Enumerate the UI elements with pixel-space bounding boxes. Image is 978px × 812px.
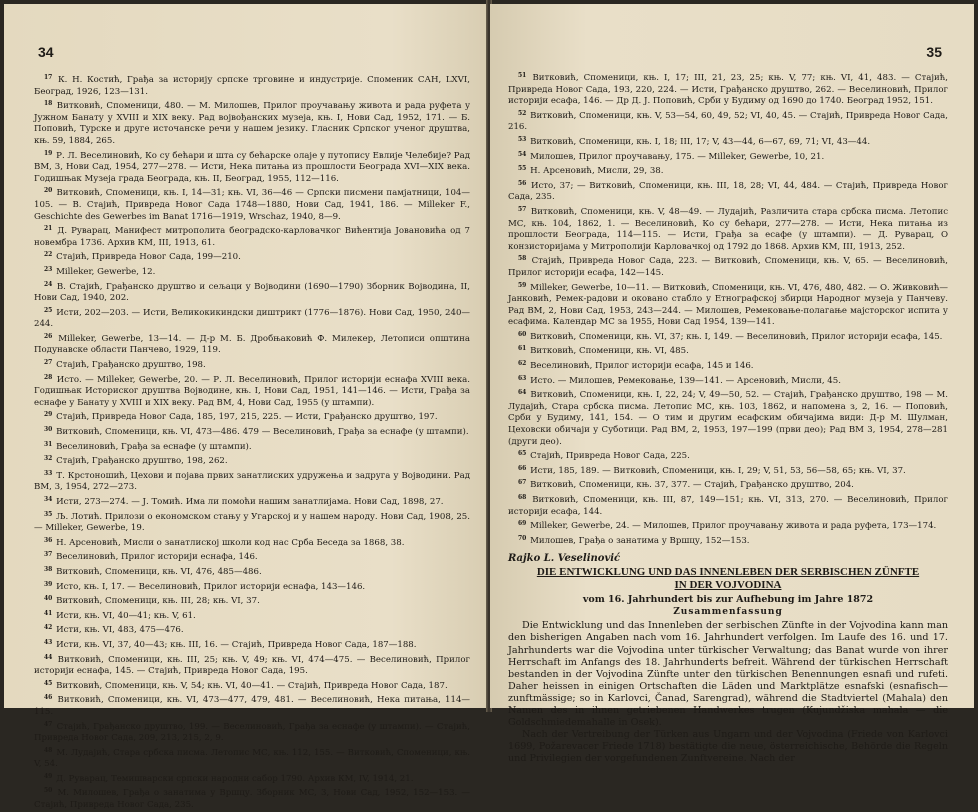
footnote-text: Р. Л. Веселиновић, Ко су бећари и шта су бећарске олаје у путопису Евлије Челебије? Рад ВМ, 3, Нови Сад, 1954, 277—278. — Исти, Нека питања из прошлости Београда XVI—XIX века. Годишњак Музеја града Београда, књ. II, Београд, 1955, 112—116. (34, 150, 470, 184)
footnote (508, 373, 948, 388)
footnote (508, 108, 948, 134)
footnote-text: Витковић, Споменици, књ. VI, 473—477, 479, 481. — Веселиновић, Нека питања, 114—115. (34, 695, 471, 717)
footnote-number: 18 (44, 100, 53, 108)
footnote (34, 593, 470, 608)
footnote-text: Витковић, Споменици, књ. III, 28; књ. VI, 37. (56, 596, 260, 607)
footnote-number: 58 (518, 255, 527, 263)
footnote (34, 692, 470, 718)
footnote-text: М. Лудајић, Стара србска писма. Летопис МС, књ. 112, 155. — Витковић, Споменици, књ. V, 54. (34, 747, 471, 770)
footnote-text: Н. Арсеновић, Мисли о занатлиској школи код нас Срба Беседа за 1868, 38. (56, 537, 405, 548)
summary-body (508, 620, 948, 765)
footnote-number: 35 (44, 510, 53, 518)
footnote (508, 477, 948, 492)
footnote-text: Витковић, Споменици, књ. I, 17; III, 21, 23, 25; књ. V, 77; књ. VI, 41, 483. — Стајић, Привреда Новог Сада, 193, 220, 224. — Исти, Грађанско друштво, 262. — Веселиновић, Прилог историји есафа, 146. — Др Д. Ј. Поповић, Срби у Будиму од 1690 до 1740. Београд 1952, 151. (508, 73, 949, 107)
footnote-number: 30 (44, 426, 53, 434)
footnote-text: Milleker, Gewerbe, 24. — Милошев, Прилог проучавању живота и рада руфета, 173—174. (530, 521, 937, 532)
footnotes-list (508, 70, 948, 547)
footnote-text: Исти, књ. VI, 40—41; књ. V, 61. (56, 610, 196, 621)
footnote-number: 69 (518, 520, 527, 528)
footnote (34, 608, 470, 623)
footnote (508, 463, 948, 478)
footnote-text: Витковић, Споменици, књ. VI, 37; књ. I, 149. — Веселиновић, Прилог историји есафа, 145. (530, 331, 943, 342)
article-subtitle: vom 16. Jahrhundert bis zur Aufhebung im Jahre 1872 (582, 594, 874, 606)
footnote (508, 492, 948, 518)
footnote-number: 44 (44, 653, 53, 661)
footnote-number: 59 (518, 281, 527, 289)
footnote-number: 64 (518, 389, 527, 397)
footnote-text: Исто. — Milleker, Gewerbe, 20. — Р. Л. Веселиновић, Прилог историји еснафа XVIII века. Годишњак Историског друштва Војводине, књ. I, Нови Сад, 1951, 141—146. — Исти, Грађа за еснафе у Банату у XVIII и XIX веку. Рад ВМ, 4, Нови Сад, 1955 (у штампи). (34, 374, 470, 408)
footnote-text: Витковић, Споменици, књ. 37, 377. — Стајић, Грађанско друштво, 204. (530, 480, 854, 491)
summary-paragraph: Die Entwicklung und das Innenleben der serbischen Zünfte in der Vojvodina kann man den bisherigen Angaben nach vom 16. Jahrhundert verfolgen. Im Laufe des 16. und 17. Jahrhunderts war die Vojvodina unter türkischer Verwaltung; das Banat wurde von ihrer Herrschaft im Anfangs des 18. Jahrhunderts befreit. Während der türkischen Herrschaft bestanden in der Vojvodina Zünfte unter den türkischen Benennungen esnafi und rufeti. Daher heissen in einigen Ortschaften die Läden und Marktplätze esnafski (esnafisch—zunftmässige; so in Karlovci, Čanad, Sarengrad), während die Stadtviertel (Mahala) den Namen des in ihnen getriebenen Handwerkes trugen (Kujundžiska mahala — die Goldschmiedemahalle in Osek). (508, 620, 948, 729)
footnote (34, 785, 470, 811)
footnote-number: 33 (44, 469, 53, 477)
footnote-number: 66 (518, 464, 527, 472)
footnote-text: Љ. Лотић. Прилози о економском стању у Угарској и у нашем народу. Нови Сад, 1908, 25. — Milleker, Gewerbe, 19. (34, 511, 471, 534)
footnote (508, 149, 948, 164)
footnote-number: 28 (44, 373, 53, 381)
footnote-text: Т. Крстоношић, Цехови и појава првих занатлиских удружења и задруга у Војводини. Рад ВМ, 3, 1954, 272—273. (34, 470, 470, 493)
footnote-text: В. Стајић, Грађанско друштво и сељаци у Војводини (1690—1790) Зборник Војводина, II, Нови Сад, 1940, 202. (34, 281, 470, 304)
footnote (34, 468, 470, 494)
footnote (34, 549, 470, 564)
footnote-text: Исто, 37; — Витковић, Споменици, књ. III, 18, 28; VI, 44, 484. — Стајић, Привреда Новог Сада, 235. (508, 180, 948, 203)
footnote-number: 50 (44, 787, 53, 795)
footnote (34, 279, 470, 305)
footnote-number: 25 (44, 306, 53, 314)
footnote-text: Milleker, Gewerbe, 13—14. — Д-р М. Б. Дробњаковић Ф. Милекер, Летописи општина Подунавске области Панчево, 1929, 119. (34, 333, 471, 356)
footnote (34, 264, 470, 279)
footnote-number: 17 (44, 74, 53, 81)
footnote-number: 26 (44, 332, 53, 340)
footnote (508, 253, 948, 279)
footnote (34, 564, 470, 579)
footnote-text: Н. Арсеновић, Мисли, 29, 38. (530, 166, 664, 177)
left-page (4, 4, 488, 811)
footnote-number: 34 (44, 496, 53, 503)
footnote-text: Д. Руварац, Темишварски српски народни сабор 1790. Архив КМ, IV, 1914, 21. (56, 773, 414, 784)
footnote-number: 32 (44, 455, 53, 463)
footnote (508, 204, 948, 253)
footnote-number: 47 (44, 720, 53, 728)
footnote-number: 36 (44, 536, 53, 544)
footnote (34, 719, 470, 745)
footnote-text: Стајић, Грађанско друштво, 199. — Веселиновић, Грађа за еснафе (у штампи). — Стајић, Привреда Новог Сада, 209, 213, 215, 2, 9. (34, 721, 471, 744)
footnote (508, 533, 948, 548)
footnote-number: 39 (44, 580, 53, 588)
footnote-text: Витковић, Споменици, књ. VI, 485. (530, 346, 689, 357)
footnote-number: 62 (518, 360, 527, 368)
footnote-text: Витковић, Споменици, књ. I, 22, 24; V, 49—50, 52. — Стајић, Грађанско друштво, 198 — М. Лудајић, Стара србска писма. Летопис МС, књ. 103, 1862, и напомена з, 2, 16. — Поповић, Срби у Будиму, 141, 154. — О тим и другим есафским обичајима види: Д-р М. Шулман, Цеховски обичаји у Суботици. Рад ВМ, 2, 1953, 197—199 (први део); Рад ВМ 3, 1954, 278—281 (други део). (508, 390, 948, 447)
footnote-text: Милошев, Грађа о занатима у Вршцу, 152—153. (530, 535, 750, 546)
footnote (34, 305, 470, 331)
article-title (508, 566, 948, 592)
footnote-number: 46 (44, 694, 53, 702)
footnote-number: 51 (518, 72, 527, 79)
footnote (34, 637, 470, 652)
footnote-number: 68 (518, 494, 527, 501)
footnote-number: 61 (518, 345, 527, 353)
footnote (34, 223, 470, 249)
footnote-number: 22 (44, 251, 53, 259)
footnote-text: Стајић, Привреда Новог Сада, 185, 197, 215, 225. — Исти, Грађанско друштво, 197. (56, 412, 438, 423)
footnote-text: Milleker, Gewerbe, 12. (56, 266, 156, 277)
footnote-text: М. Милошев, Грађа о занатима у Вршцу. Зборник МС, 3, Нови Сад, 1952, 152—153. — Стајић, Привреда Новог Сада, 235. (34, 788, 470, 811)
footnote-text: Стајић, Привреда Новог Сада, 223. — Витковић, Споменици, књ. V, 65. — Веселиновић, Прилог историји есафа, 142—145. (508, 256, 948, 278)
footnote (34, 357, 470, 372)
summary-heading: Zusammenfassung (673, 607, 783, 618)
footnote-text: Милошев, Прилог проучавању, 175. — Milleker, Gewerbe, 10, 21. (530, 151, 825, 162)
footnote (508, 70, 948, 108)
footnote-text: Витковић, Споменици, књ. III, 25; књ. V, 49; књ. VI, 474—475. — Веселиновић, Прилог историји еснафа, 145. — Стајић, Привреда Новог Сада, 195. (34, 654, 470, 677)
footnote-number: 48 (44, 746, 53, 754)
footnote-number: 65 (518, 450, 527, 458)
footnote (34, 372, 470, 410)
footnote (34, 745, 470, 771)
footnote-number: 43 (44, 638, 53, 646)
footnote-number: 70 (518, 534, 527, 542)
footnote-number: 37 (44, 551, 53, 559)
footnote (508, 448, 948, 463)
footnote-number: 57 (518, 205, 527, 213)
footnote-text: Исти, 273—274. — Ј. Томић. Има ли помоћи нашим занатлијама. Нови Сад, 1898, 27. (56, 497, 444, 507)
footnote (34, 148, 470, 186)
footnote-text: Веселиновић, Прилог историји есафа, 145 и 146. (530, 361, 754, 372)
footnote-number: 49 (44, 772, 53, 780)
footnote-number: 27 (44, 359, 53, 367)
footnote-number: 52 (518, 109, 527, 117)
footnote-text: Исто. — Милошев, Ремековање, 139—141. — Арсеновић, Мисли, 45. (530, 375, 841, 386)
footnote-number: 41 (44, 609, 53, 617)
footnote-number: 60 (518, 330, 527, 338)
footnote-text: Стајић, Грађанско друштво, 198, 262. (56, 456, 228, 467)
footnote-text: Д. Руварац, Манифест митрополита београдско-карловачког Вићентија Јовановића од 7 новембра 1736. Архив КМ, III, 1913, 61. (34, 226, 470, 248)
footnote (34, 771, 470, 786)
footnote (34, 409, 470, 424)
footnote-text: Витковић, Споменици, књ. V, 54; књ. VI, 40—41. — Стајић, Привреда Новог Сада, 187. (56, 680, 448, 691)
footnote (508, 358, 948, 373)
footnotes-list (34, 72, 470, 812)
footnote-text: Витковић, Споменици, књ. V, 48—49. — Лудајић, Различита стара србска писма. Летопис МС, књ. 104, 1862, 1. — Веселиновић, Ко су бећари, 277—278. — Исти, Нека питања из прошлости Београда, 114—115. — Исти, Грађа за есафе (у штампи). — Д. Руварац, О конзисторијама у Митрополији Карловачкој од 1792 до 1868. Архив КМ, III, 1913, 252. (508, 206, 949, 252)
footnote-number: 19 (44, 149, 53, 157)
footnote (508, 178, 948, 204)
footnote-text: Витковић, Споменици, књ. V, 53—54, 60, 49, 52; VI, 40, 45. — Стајић, Привреда Новог Сада, 216. (508, 110, 949, 133)
footnote (34, 579, 470, 594)
footnote-number: 54 (518, 150, 527, 158)
summary-paragraph: Nach der Vertreibung der Türken aus Ungarn und der Vojvodina (Friede von Karlovci 1699, Požarevacer Friede 1718) bestätigte die neue, österreichische, Behörde die Regeln und Privilegien der vorgefundenen Zunftvereine. Nach der (508, 729, 948, 765)
footnote-text: Веселиновић, Прилог историји еснафа, 146. (56, 552, 258, 563)
article-author: Rajko L. Veselinović (508, 553, 621, 565)
footnote-text: К. Н. Костић, Грађа за историју српске трговине и индустрије. Споменик САН, LXVI, Београд, 1926, 123—131. (34, 75, 470, 97)
footnote (34, 331, 470, 357)
footnote (34, 509, 470, 535)
footnote-text: Витковић, Споменици, књ. VI, 473—486. 479 — Веселиновић, Грађа за еснафе (у штампи). (56, 427, 469, 438)
footnote-number: 24 (44, 280, 53, 288)
footnote-number: 31 (44, 440, 53, 448)
footnote-text: Витковић, Споменици, 480. — М. Милошев, Прилог проучавању живота и рада руфета у Јужном Банату у XVIII и XIX веку. Рад војвођанских музеја, књ. I, Нови Сад, 1952, 171. — Б. Поповић, Турске и друге источанске речи у нашем језику. Гласник Српског ученог друштва, књ. 59, 1884, 265. (34, 101, 471, 146)
article-title-line: IN DER VOJVODINA (674, 579, 782, 592)
footnote (34, 249, 470, 264)
footnote-text: Витковић, Споменици, књ. VI, 476, 485—486. (56, 566, 262, 577)
footnote-text: Стајић, Привреда Новог Сада, 199—210. (56, 252, 241, 263)
footnote (34, 622, 470, 637)
footnote-number: 23 (44, 265, 53, 273)
footnote-number: 29 (44, 411, 53, 419)
footnote (34, 535, 470, 550)
footnote (34, 424, 470, 439)
page-number: 34 (38, 44, 54, 60)
footnote-text: Витковић, Споменици, књ. I, 14—31; књ. VI, 36—46 — Српски писмени памјатници, 104—105. — В. Стајић, Привреда Новог Сада 1748—1880, Нови Сад, 1941, 186. — Milleker F., Geschichte des Gewerbes im Banat 1716—1919, Wrschaz, 1940, 8—9. (34, 188, 470, 222)
footnote-number: 42 (44, 624, 53, 632)
footnote (34, 98, 470, 147)
footnote-text: Исти, књ. VI, 483, 475—476. (56, 625, 184, 636)
footnote-number: 67 (518, 479, 527, 487)
footnote-text: Исти, 202—203. — Исти, Великокикиндски диштрикт (1776—1876). Нови Сад, 1950, 240—244. (34, 307, 471, 330)
footnote (508, 280, 948, 329)
footnote (34, 652, 470, 678)
footnote-text: Исто, књ. I, 17. — Веселиновић, Прилог историји еснафа, 143—146. (56, 581, 366, 592)
footnote (508, 387, 948, 448)
footnote (34, 185, 470, 223)
footnote-text: Веселиновић, Грађа за еснафе (у штампи). (56, 441, 252, 452)
footnote-text: Витковић, Споменици, књ. I, 18; III, 17; V, 43—44, 6—67, 69, 71; VI, 43—44. (530, 136, 871, 147)
footnote (34, 453, 470, 468)
right-page (490, 4, 974, 765)
footnote (34, 494, 470, 509)
footnote (34, 439, 470, 454)
footnote-number: 38 (44, 565, 53, 573)
footnote (508, 163, 948, 178)
footnote-text: Исти, књ. VI, 37, 40—43; књ. III, 16. — Стајић, Привреда Новог Сада, 187—188. (56, 639, 417, 650)
footnote (508, 343, 948, 358)
footnote-number: 20 (44, 187, 53, 195)
footnote (508, 134, 948, 149)
footnote-number: 56 (518, 179, 527, 187)
footnote-number: 45 (44, 679, 53, 687)
footnote (508, 518, 948, 533)
footnote-text: Витковић, Споменици, књ. III, 87, 149—151; књ. VI, 313, 270. — Веселиновић, Прилог историји есафа, 144. (508, 495, 949, 517)
footnote-number: 53 (518, 135, 527, 143)
page-number: 35 (926, 44, 942, 60)
footnote-number: 55 (518, 165, 527, 173)
footnote-text: Исти, 185, 189. — Витковић, Споменици, књ. I, 29; V, 51, 53, 56—58, 65; књ. VI, 37. (530, 465, 906, 476)
footnote-number: 40 (44, 595, 53, 603)
footnote (34, 72, 470, 98)
footnote (508, 329, 948, 344)
footnote (34, 678, 470, 693)
footnote-number: 63 (518, 374, 527, 382)
article-title-line: DIE ENTWICKLUNG UND DAS INNENLEBEN DER SERBISCHEN ZÜNFTE (536, 566, 920, 579)
footnote-text: Стајић, Привреда Новог Сада, 225. (530, 451, 690, 462)
footnote-number: 21 (44, 225, 53, 233)
footnote-text: Стајић, Грађанско друштво, 198. (56, 360, 206, 371)
footnote-text: Milleker, Gewerbe, 10—11. — Витковић, Споменици, књ. VI, 476, 480, 482. — О. Живковић—Јанковић, Ремек-радови и оковано стабло у Етнографској збирци Народног музеја у Панчеву. Рад ВМ, 2, Нови Сад, 1953, 243—244. — Милошев, Ремековање-полагање мајсторског испита у есафима. Календар МС за 1955, Нови Сад 1954, 139—141. (508, 282, 949, 328)
